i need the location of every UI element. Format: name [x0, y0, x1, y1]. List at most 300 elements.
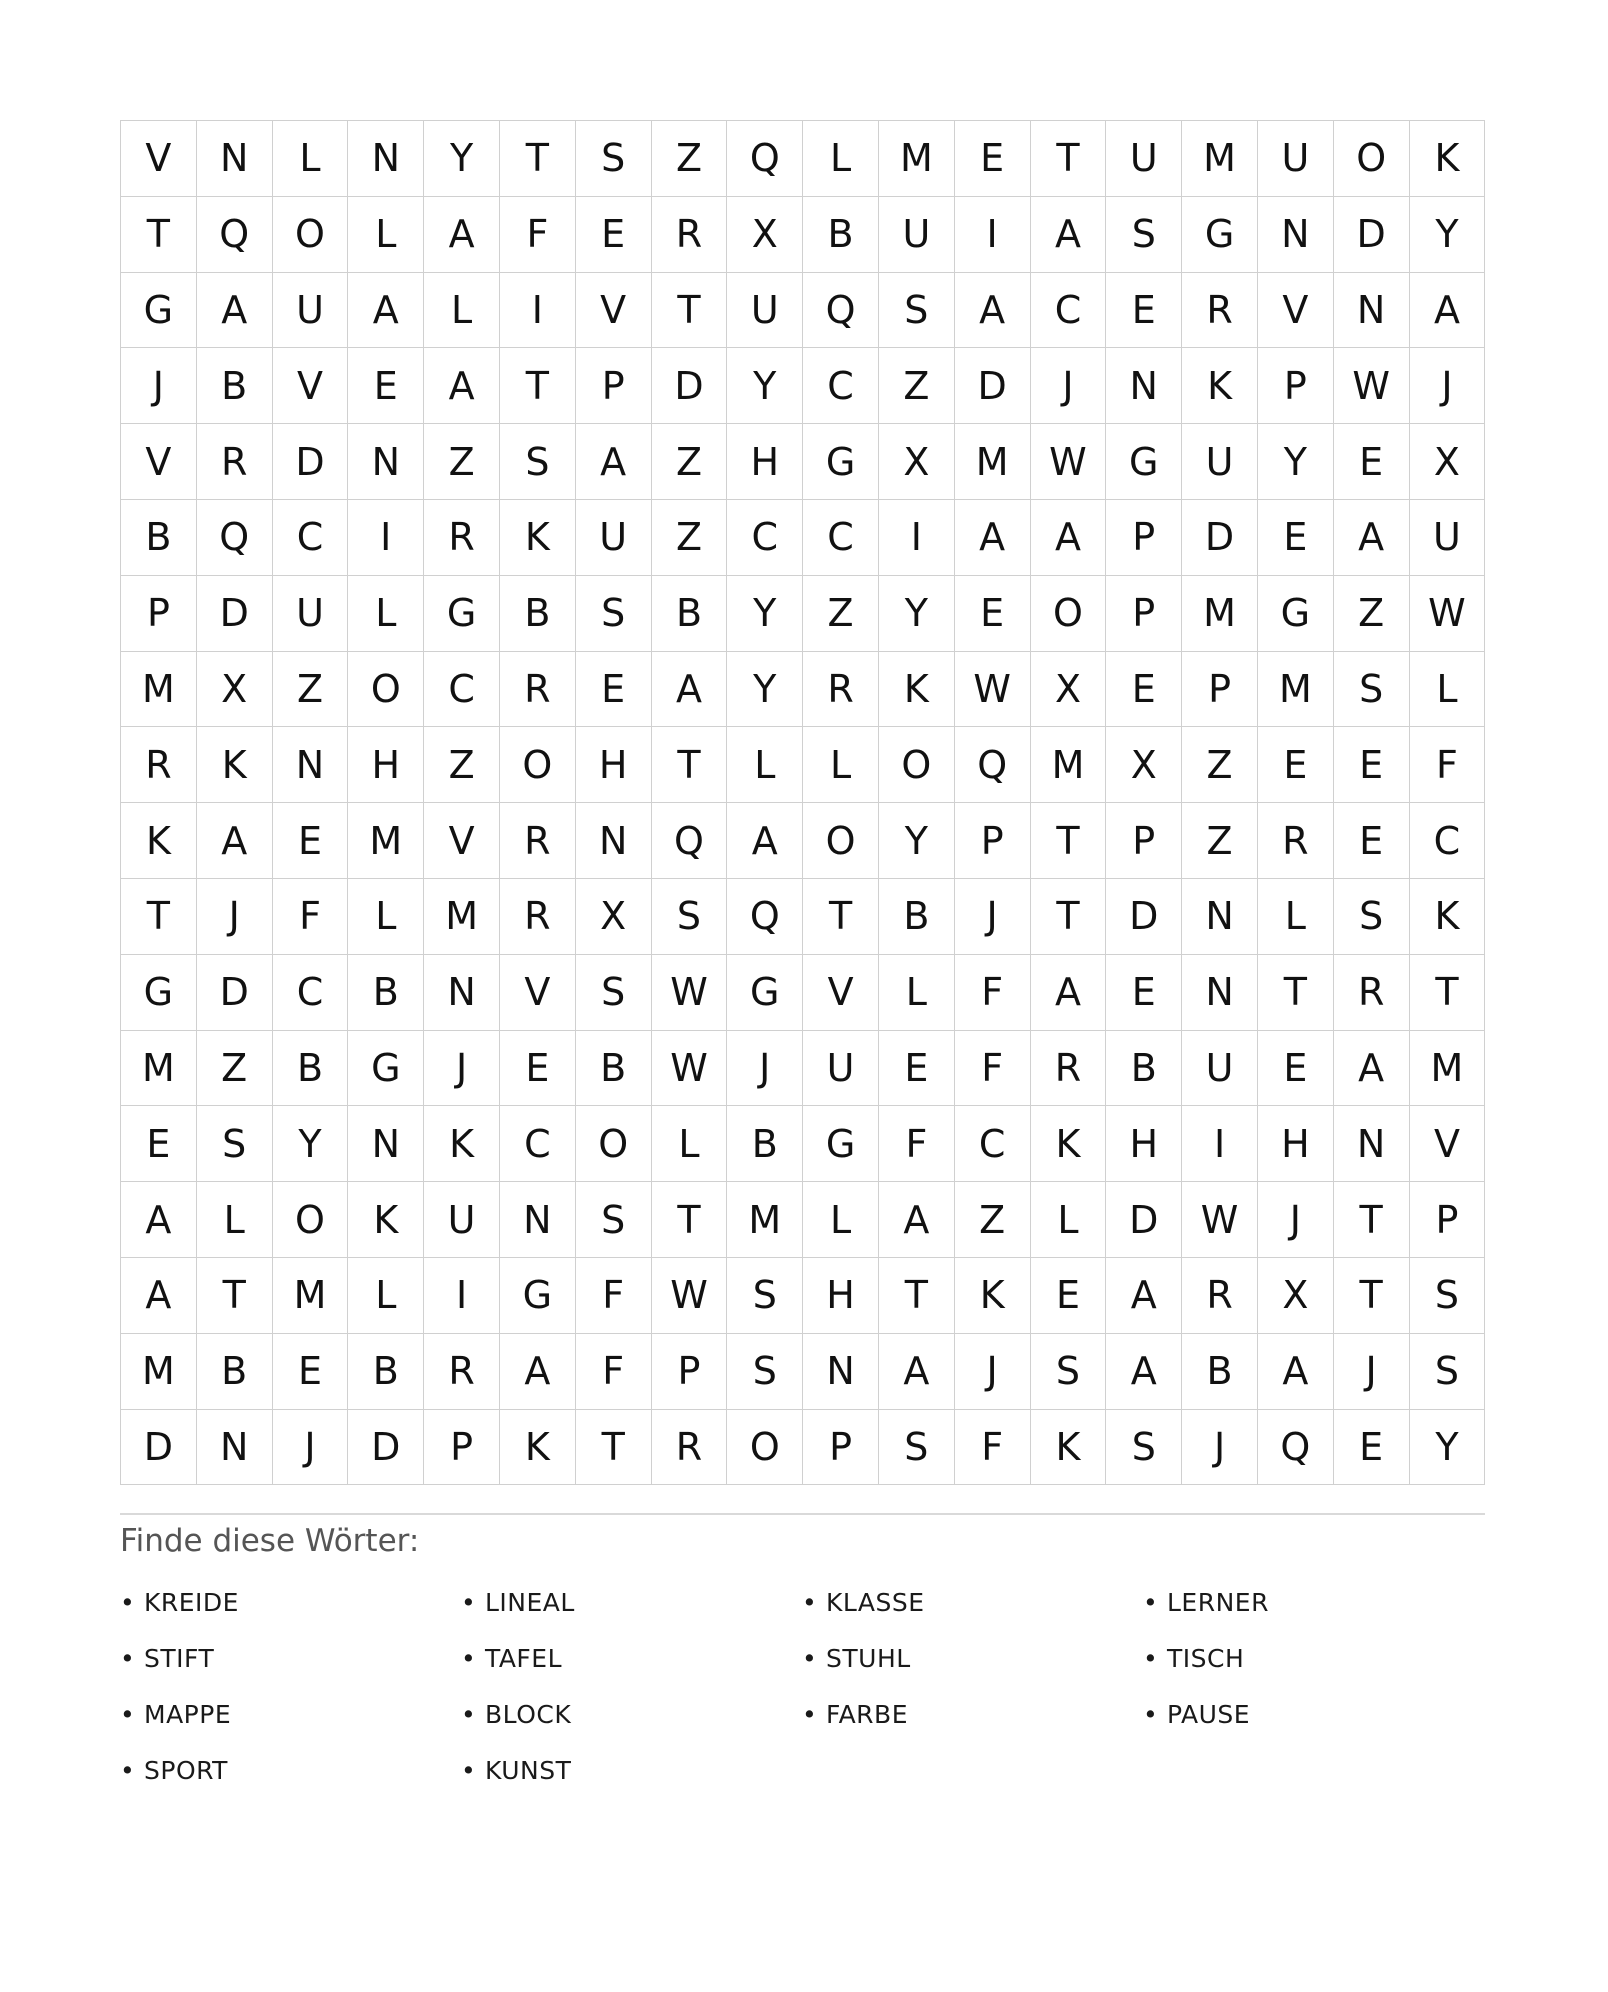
- grid-cell[interactable]: T: [1031, 121, 1107, 197]
- grid-cell[interactable]: Q: [727, 879, 803, 955]
- grid-cell[interactable]: C: [273, 955, 349, 1031]
- grid-cell[interactable]: X: [1106, 727, 1182, 803]
- grid-cell[interactable]: F: [273, 879, 349, 955]
- grid-cell[interactable]: F: [576, 1258, 652, 1334]
- grid-cell[interactable]: T: [500, 348, 576, 424]
- grid-cell[interactable]: S: [652, 879, 728, 955]
- grid-cell[interactable]: A: [879, 1182, 955, 1258]
- grid-cell[interactable]: K: [121, 803, 197, 879]
- grid-cell[interactable]: G: [500, 1258, 576, 1334]
- grid-cell[interactable]: F: [955, 1410, 1031, 1486]
- grid-cell[interactable]: Q: [1258, 1410, 1334, 1486]
- grid-cell[interactable]: V: [1258, 273, 1334, 349]
- grid-cell[interactable]: K: [1410, 121, 1486, 197]
- grid-cell[interactable]: V: [576, 273, 652, 349]
- grid-cell[interactable]: X: [1031, 652, 1107, 728]
- grid-cell[interactable]: T: [879, 1258, 955, 1334]
- grid-cell[interactable]: A: [424, 348, 500, 424]
- grid-cell[interactable]: Y: [727, 348, 803, 424]
- grid-cell[interactable]: I: [879, 500, 955, 576]
- grid-cell[interactable]: K: [1031, 1410, 1107, 1486]
- grid-cell[interactable]: C: [1410, 803, 1486, 879]
- grid-cell[interactable]: A: [1031, 197, 1107, 273]
- grid-cell[interactable]: O: [273, 197, 349, 273]
- grid-cell[interactable]: Z: [424, 424, 500, 500]
- grid-cell[interactable]: T: [652, 1182, 728, 1258]
- grid-cell[interactable]: T: [197, 1258, 273, 1334]
- grid-cell[interactable]: P: [1106, 803, 1182, 879]
- grid-cell[interactable]: A: [1106, 1258, 1182, 1334]
- grid-cell[interactable]: H: [348, 727, 424, 803]
- grid-cell[interactable]: U: [1106, 121, 1182, 197]
- grid-cell[interactable]: Q: [727, 121, 803, 197]
- grid-cell[interactable]: Z: [1182, 727, 1258, 803]
- grid-cell[interactable]: B: [576, 1031, 652, 1107]
- grid-cell[interactable]: P: [955, 803, 1031, 879]
- grid-cell[interactable]: P: [652, 1334, 728, 1410]
- grid-cell[interactable]: F: [879, 1106, 955, 1182]
- grid-cell[interactable]: T: [1031, 879, 1107, 955]
- grid-cell[interactable]: S: [1410, 1334, 1486, 1410]
- grid-cell[interactable]: A: [1031, 955, 1107, 1031]
- grid-cell[interactable]: E: [1106, 955, 1182, 1031]
- grid-cell[interactable]: E: [500, 1031, 576, 1107]
- grid-cell[interactable]: A: [1410, 273, 1486, 349]
- grid-cell[interactable]: E: [348, 348, 424, 424]
- grid-cell[interactable]: J: [121, 348, 197, 424]
- grid-cell[interactable]: A: [424, 197, 500, 273]
- grid-cell[interactable]: Z: [652, 424, 728, 500]
- grid-cell[interactable]: V: [273, 348, 349, 424]
- grid-cell[interactable]: E: [121, 1106, 197, 1182]
- grid-cell[interactable]: Y: [879, 576, 955, 652]
- grid-cell[interactable]: S: [197, 1106, 273, 1182]
- grid-cell[interactable]: E: [1334, 1410, 1410, 1486]
- grid-cell[interactable]: E: [576, 652, 652, 728]
- grid-cell[interactable]: Y: [1258, 424, 1334, 500]
- grid-cell[interactable]: W: [1182, 1182, 1258, 1258]
- grid-cell[interactable]: A: [348, 273, 424, 349]
- grid-cell[interactable]: M: [1410, 1031, 1486, 1107]
- grid-cell[interactable]: E: [955, 576, 1031, 652]
- grid-cell[interactable]: B: [348, 1334, 424, 1410]
- grid-cell[interactable]: S: [879, 1410, 955, 1486]
- grid-cell[interactable]: D: [1106, 1182, 1182, 1258]
- grid-cell[interactable]: Q: [197, 197, 273, 273]
- grid-cell[interactable]: E: [1334, 424, 1410, 500]
- grid-cell[interactable]: D: [197, 576, 273, 652]
- grid-cell[interactable]: N: [424, 955, 500, 1031]
- grid-cell[interactable]: G: [803, 424, 879, 500]
- grid-cell[interactable]: Z: [1182, 803, 1258, 879]
- grid-cell[interactable]: Y: [727, 576, 803, 652]
- grid-cell[interactable]: Z: [424, 727, 500, 803]
- grid-cell[interactable]: L: [652, 1106, 728, 1182]
- grid-cell[interactable]: L: [803, 727, 879, 803]
- grid-cell[interactable]: B: [1182, 1334, 1258, 1410]
- grid-cell[interactable]: A: [1031, 500, 1107, 576]
- grid-cell[interactable]: C: [273, 500, 349, 576]
- grid-cell[interactable]: T: [1334, 1182, 1410, 1258]
- grid-cell[interactable]: S: [1031, 1334, 1107, 1410]
- grid-cell[interactable]: G: [1106, 424, 1182, 500]
- grid-cell[interactable]: M: [879, 121, 955, 197]
- grid-cell[interactable]: R: [1182, 273, 1258, 349]
- grid-cell[interactable]: O: [727, 1410, 803, 1486]
- grid-cell[interactable]: J: [1258, 1182, 1334, 1258]
- grid-cell[interactable]: W: [652, 1031, 728, 1107]
- grid-cell[interactable]: L: [348, 576, 424, 652]
- grid-cell[interactable]: S: [1410, 1258, 1486, 1334]
- grid-cell[interactable]: J: [273, 1410, 349, 1486]
- grid-cell[interactable]: T: [500, 121, 576, 197]
- grid-cell[interactable]: O: [879, 727, 955, 803]
- grid-cell[interactable]: R: [803, 652, 879, 728]
- grid-cell[interactable]: L: [1258, 879, 1334, 955]
- grid-cell[interactable]: Q: [803, 273, 879, 349]
- grid-cell[interactable]: Y: [424, 121, 500, 197]
- grid-cell[interactable]: A: [500, 1334, 576, 1410]
- grid-cell[interactable]: D: [273, 424, 349, 500]
- grid-cell[interactable]: L: [273, 121, 349, 197]
- grid-cell[interactable]: U: [727, 273, 803, 349]
- grid-cell[interactable]: A: [727, 803, 803, 879]
- grid-cell[interactable]: N: [197, 121, 273, 197]
- grid-cell[interactable]: A: [879, 1334, 955, 1410]
- grid-cell[interactable]: F: [955, 955, 1031, 1031]
- grid-cell[interactable]: W: [1334, 348, 1410, 424]
- grid-cell[interactable]: D: [955, 348, 1031, 424]
- grid-cell[interactable]: P: [424, 1410, 500, 1486]
- grid-cell[interactable]: N: [348, 424, 424, 500]
- grid-cell[interactable]: A: [121, 1182, 197, 1258]
- grid-cell[interactable]: J: [1182, 1410, 1258, 1486]
- grid-cell[interactable]: A: [1106, 1334, 1182, 1410]
- grid-cell[interactable]: F: [1410, 727, 1486, 803]
- grid-cell[interactable]: J: [1031, 348, 1107, 424]
- grid-cell[interactable]: H: [1106, 1106, 1182, 1182]
- grid-cell[interactable]: V: [803, 955, 879, 1031]
- grid-cell[interactable]: Z: [803, 576, 879, 652]
- grid-cell[interactable]: L: [348, 879, 424, 955]
- grid-cell[interactable]: S: [576, 576, 652, 652]
- grid-cell[interactable]: Z: [879, 348, 955, 424]
- grid-cell[interactable]: S: [1334, 652, 1410, 728]
- grid-cell[interactable]: V: [1410, 1106, 1486, 1182]
- grid-cell[interactable]: X: [727, 197, 803, 273]
- grid-cell[interactable]: B: [121, 500, 197, 576]
- grid-cell[interactable]: E: [1106, 652, 1182, 728]
- grid-cell[interactable]: P: [1258, 348, 1334, 424]
- grid-cell[interactable]: U: [1410, 500, 1486, 576]
- grid-cell[interactable]: P: [1106, 500, 1182, 576]
- grid-cell[interactable]: H: [727, 424, 803, 500]
- grid-cell[interactable]: M: [1182, 576, 1258, 652]
- grid-cell[interactable]: C: [803, 348, 879, 424]
- grid-cell[interactable]: M: [348, 803, 424, 879]
- grid-cell[interactable]: K: [955, 1258, 1031, 1334]
- grid-cell[interactable]: L: [879, 955, 955, 1031]
- grid-cell[interactable]: S: [1334, 879, 1410, 955]
- grid-cell[interactable]: R: [121, 727, 197, 803]
- grid-cell[interactable]: C: [500, 1106, 576, 1182]
- grid-cell[interactable]: U: [576, 500, 652, 576]
- grid-cell[interactable]: Z: [273, 652, 349, 728]
- grid-cell[interactable]: L: [803, 1182, 879, 1258]
- grid-cell[interactable]: L: [424, 273, 500, 349]
- grid-cell[interactable]: E: [1334, 727, 1410, 803]
- grid-cell[interactable]: A: [1258, 1334, 1334, 1410]
- grid-cell[interactable]: S: [1106, 197, 1182, 273]
- grid-cell[interactable]: B: [803, 197, 879, 273]
- grid-cell[interactable]: P: [803, 1410, 879, 1486]
- grid-cell[interactable]: J: [1334, 1334, 1410, 1410]
- grid-cell[interactable]: E: [955, 121, 1031, 197]
- grid-cell[interactable]: N: [273, 727, 349, 803]
- grid-cell[interactable]: K: [1182, 348, 1258, 424]
- grid-cell[interactable]: N: [500, 1182, 576, 1258]
- grid-cell[interactable]: D: [1334, 197, 1410, 273]
- grid-cell[interactable]: F: [500, 197, 576, 273]
- grid-cell[interactable]: R: [500, 879, 576, 955]
- grid-cell[interactable]: L: [727, 727, 803, 803]
- grid-cell[interactable]: S: [727, 1334, 803, 1410]
- grid-cell[interactable]: R: [652, 1410, 728, 1486]
- grid-cell[interactable]: O: [1334, 121, 1410, 197]
- grid-cell[interactable]: S: [500, 424, 576, 500]
- grid-cell[interactable]: T: [576, 1410, 652, 1486]
- grid-cell[interactable]: G: [424, 576, 500, 652]
- grid-cell[interactable]: N: [1182, 955, 1258, 1031]
- grid-cell[interactable]: T: [121, 197, 197, 273]
- grid-cell[interactable]: N: [803, 1334, 879, 1410]
- grid-cell[interactable]: T: [1410, 955, 1486, 1031]
- grid-cell[interactable]: K: [197, 727, 273, 803]
- grid-cell[interactable]: J: [955, 1334, 1031, 1410]
- grid-cell[interactable]: V: [500, 955, 576, 1031]
- grid-cell[interactable]: E: [1031, 1258, 1107, 1334]
- grid-cell[interactable]: M: [1258, 652, 1334, 728]
- grid-cell[interactable]: T: [121, 879, 197, 955]
- grid-cell[interactable]: S: [1106, 1410, 1182, 1486]
- grid-cell[interactable]: D: [348, 1410, 424, 1486]
- grid-cell[interactable]: T: [1031, 803, 1107, 879]
- grid-cell[interactable]: G: [121, 955, 197, 1031]
- grid-cell[interactable]: B: [273, 1031, 349, 1107]
- grid-cell[interactable]: N: [576, 803, 652, 879]
- grid-cell[interactable]: G: [1182, 197, 1258, 273]
- grid-cell[interactable]: E: [576, 197, 652, 273]
- grid-cell[interactable]: M: [727, 1182, 803, 1258]
- grid-cell[interactable]: R: [424, 500, 500, 576]
- grid-cell[interactable]: J: [424, 1031, 500, 1107]
- grid-cell[interactable]: X: [1258, 1258, 1334, 1334]
- grid-cell[interactable]: T: [803, 879, 879, 955]
- grid-cell[interactable]: P: [121, 576, 197, 652]
- grid-cell[interactable]: M: [121, 652, 197, 728]
- grid-cell[interactable]: A: [955, 500, 1031, 576]
- grid-cell[interactable]: V: [121, 424, 197, 500]
- grid-cell[interactable]: H: [1258, 1106, 1334, 1182]
- grid-cell[interactable]: H: [576, 727, 652, 803]
- grid-cell[interactable]: P: [1410, 1182, 1486, 1258]
- grid-cell[interactable]: Q: [197, 500, 273, 576]
- grid-cell[interactable]: H: [803, 1258, 879, 1334]
- grid-cell[interactable]: F: [955, 1031, 1031, 1107]
- grid-cell[interactable]: K: [348, 1182, 424, 1258]
- grid-cell[interactable]: J: [727, 1031, 803, 1107]
- grid-cell[interactable]: O: [500, 727, 576, 803]
- grid-cell[interactable]: Z: [197, 1031, 273, 1107]
- grid-cell[interactable]: O: [803, 803, 879, 879]
- grid-cell[interactable]: G: [348, 1031, 424, 1107]
- grid-cell[interactable]: B: [879, 879, 955, 955]
- grid-cell[interactable]: X: [1410, 424, 1486, 500]
- grid-cell[interactable]: R: [197, 424, 273, 500]
- grid-cell[interactable]: I: [500, 273, 576, 349]
- grid-cell[interactable]: M: [121, 1031, 197, 1107]
- grid-cell[interactable]: D: [652, 348, 728, 424]
- grid-cell[interactable]: W: [652, 1258, 728, 1334]
- grid-cell[interactable]: G: [803, 1106, 879, 1182]
- grid-cell[interactable]: N: [1182, 879, 1258, 955]
- grid-cell[interactable]: P: [1182, 652, 1258, 728]
- grid-cell[interactable]: K: [500, 500, 576, 576]
- grid-cell[interactable]: E: [1106, 273, 1182, 349]
- grid-cell[interactable]: S: [576, 1182, 652, 1258]
- grid-cell[interactable]: W: [955, 652, 1031, 728]
- grid-cell[interactable]: Y: [273, 1106, 349, 1182]
- grid-cell[interactable]: A: [197, 273, 273, 349]
- grid-cell[interactable]: U: [273, 576, 349, 652]
- grid-cell[interactable]: K: [500, 1410, 576, 1486]
- grid-cell[interactable]: L: [1410, 652, 1486, 728]
- grid-cell[interactable]: E: [1334, 803, 1410, 879]
- grid-cell[interactable]: P: [1106, 576, 1182, 652]
- grid-cell[interactable]: L: [1031, 1182, 1107, 1258]
- grid-cell[interactable]: E: [1258, 500, 1334, 576]
- grid-cell[interactable]: Z: [652, 500, 728, 576]
- grid-cell[interactable]: A: [1334, 1031, 1410, 1107]
- grid-cell[interactable]: R: [1031, 1031, 1107, 1107]
- grid-cell[interactable]: M: [955, 424, 1031, 500]
- grid-cell[interactable]: F: [576, 1334, 652, 1410]
- grid-cell[interactable]: B: [652, 576, 728, 652]
- grid-cell[interactable]: K: [424, 1106, 500, 1182]
- grid-cell[interactable]: U: [273, 273, 349, 349]
- grid-cell[interactable]: E: [1258, 727, 1334, 803]
- grid-cell[interactable]: K: [1031, 1106, 1107, 1182]
- grid-cell[interactable]: M: [1182, 121, 1258, 197]
- grid-cell[interactable]: N: [1258, 197, 1334, 273]
- grid-cell[interactable]: R: [424, 1334, 500, 1410]
- grid-cell[interactable]: R: [500, 803, 576, 879]
- grid-cell[interactable]: O: [1031, 576, 1107, 652]
- grid-cell[interactable]: W: [1410, 576, 1486, 652]
- grid-cell[interactable]: D: [197, 955, 273, 1031]
- grid-cell[interactable]: C: [803, 500, 879, 576]
- grid-cell[interactable]: Y: [727, 652, 803, 728]
- grid-cell[interactable]: I: [424, 1258, 500, 1334]
- grid-cell[interactable]: U: [424, 1182, 500, 1258]
- grid-cell[interactable]: S: [576, 121, 652, 197]
- grid-cell[interactable]: I: [1182, 1106, 1258, 1182]
- grid-cell[interactable]: Q: [652, 803, 728, 879]
- grid-cell[interactable]: G: [727, 955, 803, 1031]
- grid-cell[interactable]: E: [273, 803, 349, 879]
- grid-cell[interactable]: T: [1334, 1258, 1410, 1334]
- grid-cell[interactable]: A: [955, 273, 1031, 349]
- grid-cell[interactable]: U: [1258, 121, 1334, 197]
- grid-cell[interactable]: R: [652, 197, 728, 273]
- grid-cell[interactable]: X: [576, 879, 652, 955]
- grid-cell[interactable]: Y: [879, 803, 955, 879]
- grid-cell[interactable]: Y: [1410, 197, 1486, 273]
- grid-cell[interactable]: N: [1334, 1106, 1410, 1182]
- grid-cell[interactable]: B: [1106, 1031, 1182, 1107]
- grid-cell[interactable]: C: [1031, 273, 1107, 349]
- grid-cell[interactable]: A: [121, 1258, 197, 1334]
- grid-cell[interactable]: C: [424, 652, 500, 728]
- grid-cell[interactable]: O: [348, 652, 424, 728]
- grid-cell[interactable]: Z: [652, 121, 728, 197]
- grid-cell[interactable]: M: [121, 1334, 197, 1410]
- grid-cell[interactable]: T: [652, 273, 728, 349]
- grid-cell[interactable]: A: [652, 652, 728, 728]
- grid-cell[interactable]: B: [500, 576, 576, 652]
- grid-cell[interactable]: G: [121, 273, 197, 349]
- grid-cell[interactable]: U: [803, 1031, 879, 1107]
- grid-cell[interactable]: V: [424, 803, 500, 879]
- grid-cell[interactable]: D: [121, 1410, 197, 1486]
- grid-cell[interactable]: M: [424, 879, 500, 955]
- grid-cell[interactable]: Z: [955, 1182, 1031, 1258]
- grid-cell[interactable]: R: [1334, 955, 1410, 1031]
- grid-cell[interactable]: S: [727, 1258, 803, 1334]
- grid-cell[interactable]: I: [348, 500, 424, 576]
- grid-cell[interactable]: D: [1182, 500, 1258, 576]
- grid-cell[interactable]: L: [803, 121, 879, 197]
- grid-cell[interactable]: J: [955, 879, 1031, 955]
- grid-cell[interactable]: N: [348, 121, 424, 197]
- grid-cell[interactable]: O: [576, 1106, 652, 1182]
- grid-cell[interactable]: N: [1334, 273, 1410, 349]
- grid-cell[interactable]: N: [197, 1410, 273, 1486]
- grid-cell[interactable]: B: [727, 1106, 803, 1182]
- grid-cell[interactable]: L: [197, 1182, 273, 1258]
- grid-cell[interactable]: R: [1258, 803, 1334, 879]
- grid-cell[interactable]: A: [197, 803, 273, 879]
- grid-cell[interactable]: L: [348, 197, 424, 273]
- grid-cell[interactable]: U: [879, 197, 955, 273]
- grid-cell[interactable]: T: [1258, 955, 1334, 1031]
- grid-cell[interactable]: C: [727, 500, 803, 576]
- grid-cell[interactable]: Y: [1410, 1410, 1486, 1486]
- grid-cell[interactable]: U: [1182, 424, 1258, 500]
- grid-cell[interactable]: R: [1182, 1258, 1258, 1334]
- grid-cell[interactable]: X: [197, 652, 273, 728]
- grid-cell[interactable]: W: [652, 955, 728, 1031]
- grid-cell[interactable]: J: [197, 879, 273, 955]
- grid-cell[interactable]: K: [1410, 879, 1486, 955]
- grid-cell[interactable]: O: [273, 1182, 349, 1258]
- grid-cell[interactable]: K: [879, 652, 955, 728]
- grid-cell[interactable]: E: [273, 1334, 349, 1410]
- grid-cell[interactable]: I: [955, 197, 1031, 273]
- grid-cell[interactable]: E: [879, 1031, 955, 1107]
- grid-cell[interactable]: B: [197, 348, 273, 424]
- grid-cell[interactable]: V: [121, 121, 197, 197]
